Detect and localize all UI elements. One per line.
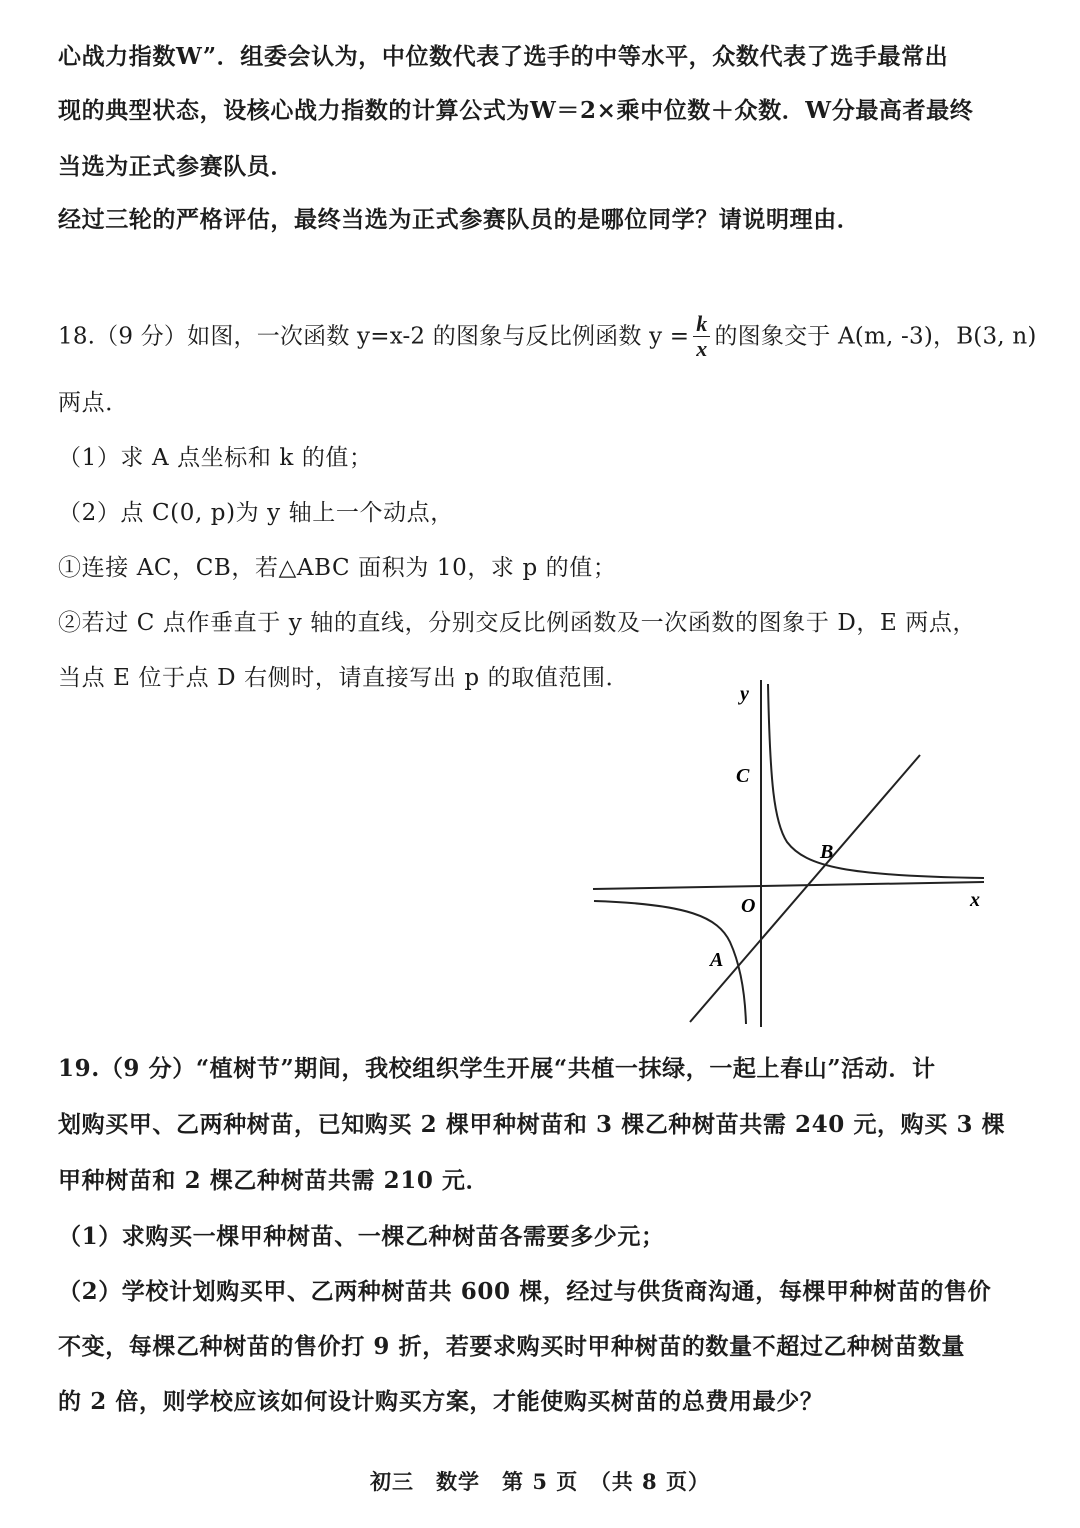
q17-line-2: 现的典型状态，设核心战力指数的计算公式为W＝2×乘中位数＋众数．W分最高者最终 xyxy=(58,97,974,124)
label-x: x xyxy=(970,889,980,911)
q17-line-1: 心战力指数W”．组委会认为，中位数代表了选手的中等水平，众数代表了选手最常出 xyxy=(58,43,949,70)
q18-line-1 xyxy=(58,312,1037,372)
q18-part-2: （2）点 C(0, p)为 y 轴上一个动点， xyxy=(58,500,454,526)
q18-part-2-sub-2-line-1: ②若过 C 点作垂直于 y 轴的直线，分别交反比例函数及一次函数的图象于 D，E 两点， xyxy=(58,610,977,636)
label-b: B xyxy=(820,841,834,863)
q19-part-1: （1）求购买一棵甲种树苗、一棵乙种树苗各需要多少元； xyxy=(58,1223,665,1250)
q19-line-1: 19.（9 分）“植树节”期间，我校组织学生开展“共植一抹绿，一起上春山”活动．计 xyxy=(58,1055,936,1082)
fraction-numerator: k xyxy=(693,312,710,337)
label-c: C xyxy=(736,765,750,787)
q18-stem-part-2: 的图象交于 A(m, -3)，B(3, n) xyxy=(714,323,1037,350)
q17-line-4: 经过三轮的严格评估，最终当选为正式参赛队员的是哪位同学？请说明理由． xyxy=(58,206,861,233)
q18-stem-part-1: 18.（9 分）如图，一次函数 y=x-2 的图象与反比例函数 y = xyxy=(58,323,690,350)
linear-function-line xyxy=(690,755,920,1022)
label-a: A xyxy=(710,949,724,971)
function-graph xyxy=(588,672,998,1032)
fraction-k-over-x xyxy=(693,312,710,361)
label-y: y xyxy=(740,683,749,705)
q19-line-2: 划购买甲、乙两种树苗，已知购买 2 棵甲种树苗和 3 棵乙种树苗共需 240 元，购买 3 棵 xyxy=(58,1111,1006,1138)
q19-part-2-line-1: （2）学校计划购买甲、乙两种树苗共 600 棵，经过与供货商沟通，每棵甲种树苗的售价 xyxy=(58,1278,992,1305)
q18-part-2-sub-1: ①连接 AC，CB，若△ABC 面积为 10，求 p 的值； xyxy=(58,555,617,581)
hyperbola-branch-upper xyxy=(768,684,984,878)
fraction-denominator: x xyxy=(696,336,708,361)
q19-part-2-line-2: 不变，每棵乙种树苗的售价打 9 折，若要求购买时甲种树苗的数量不超过乙种树苗数量 xyxy=(58,1333,966,1360)
q18-part-2-sub-2-line-2: 当点 E 位于点 D 右侧时，请直接写出 p 的取值范围． xyxy=(58,665,630,691)
x-axis xyxy=(593,882,984,889)
label-o: O xyxy=(741,895,756,917)
q19-line-3: 甲种树苗和 2 棵乙种树苗共需 210 元． xyxy=(58,1167,490,1194)
q18-part-1: （1）求 A 点坐标和 k 的值； xyxy=(58,445,373,471)
q18-line-2: 两点． xyxy=(58,390,129,416)
page-footer: 初三 数学 第 5 页 （共 8 页） xyxy=(370,1469,710,1494)
q17-line-3: 当选为正式参赛队员． xyxy=(58,153,294,180)
q19-part-2-line-3: 的 2 倍，则学校应该如何设计购买方案，才能使购买树苗的总费用最少？ xyxy=(58,1388,824,1415)
